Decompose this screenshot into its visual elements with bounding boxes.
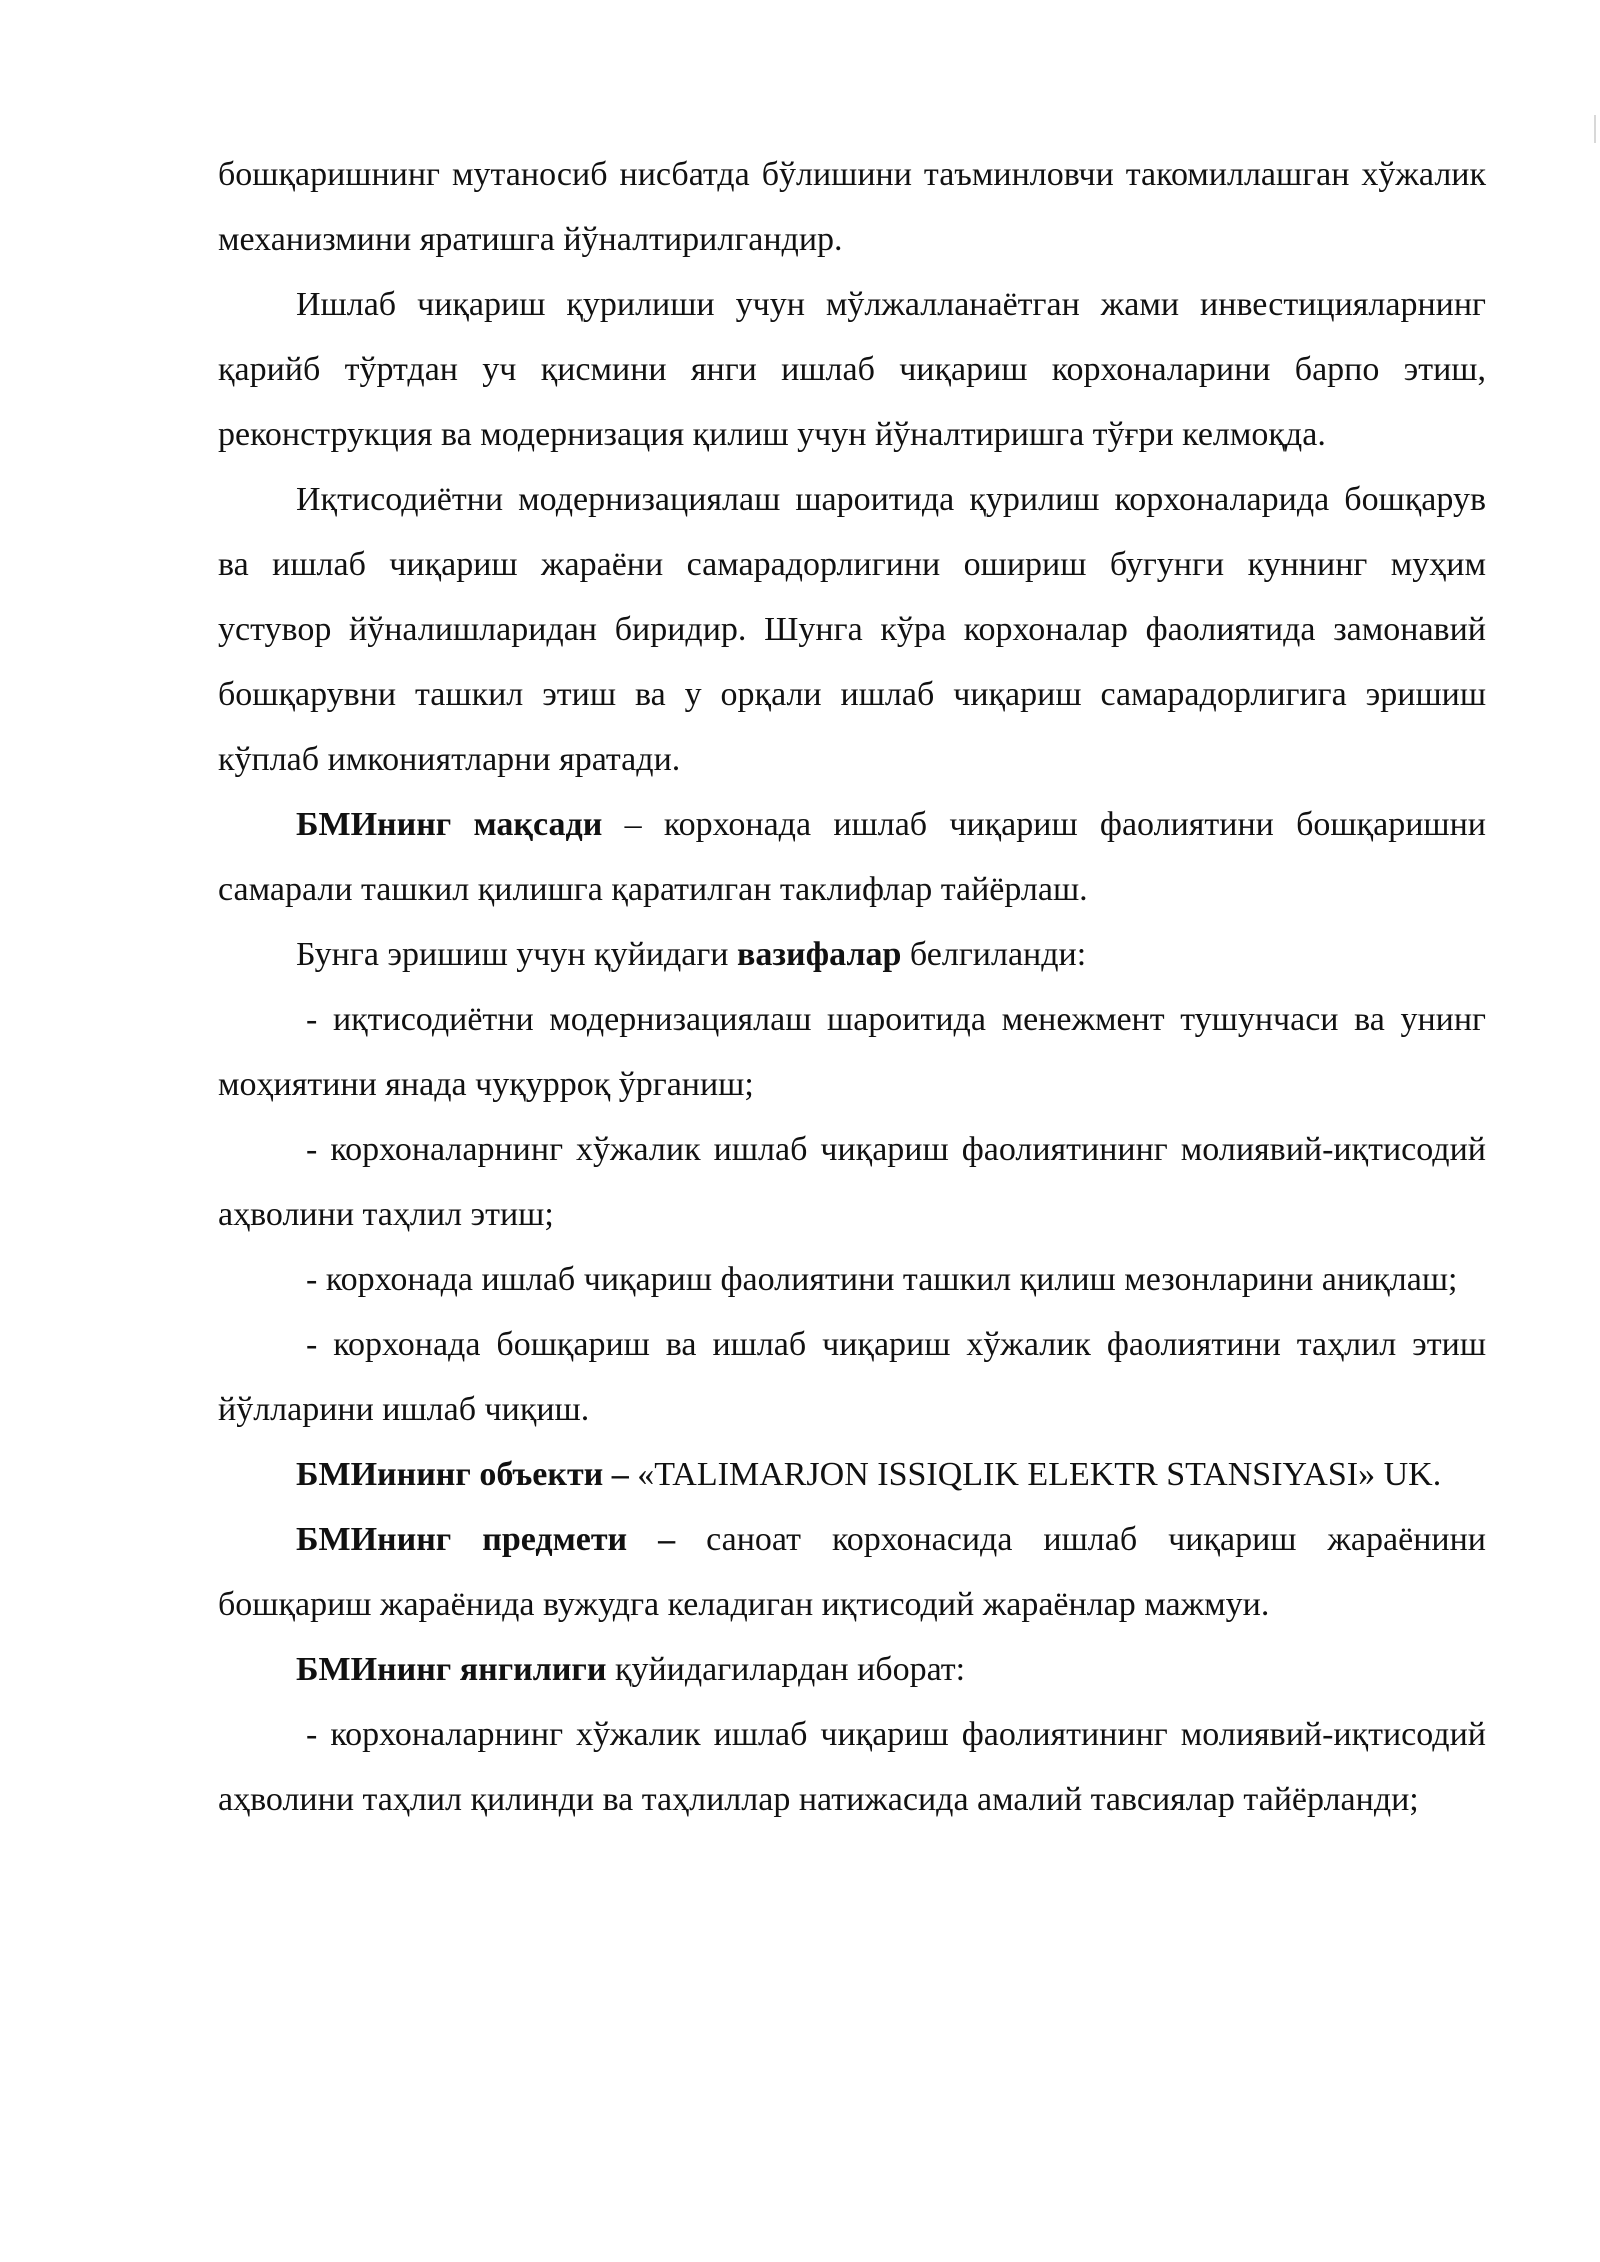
list-item	[218, 1117, 1486, 1247]
paragraph-modernization	[218, 467, 1486, 792]
page-edge-mark	[1594, 115, 1596, 143]
paragraph-object	[218, 1442, 1486, 1507]
goal-text: – корхонада ишлаб чиқариш фаолиятини бошқаришни самарали ташкил қилишга қаратилган таклифлар тайёрлаш.	[218, 806, 1486, 908]
novelty-label: БМИнинг янгилиги	[296, 1651, 607, 1688]
list-item	[218, 1702, 1486, 1832]
object-label: БМИининг объекти –	[296, 1456, 629, 1493]
list-item	[218, 1312, 1486, 1442]
list-item	[218, 987, 1486, 1117]
paragraph-text: бошқаришнинг мутаносиб нисбатда бўлишини таъминловчи такомиллашган хўжалик механизмини яратишга йўналтирилгандир.	[218, 156, 1486, 258]
list-item-text: - корхонада ишлаб чиқариш фаолиятини ташкил қилиш мезонларини аниқлаш;	[306, 1261, 1458, 1298]
paragraph-goal	[218, 792, 1486, 922]
paragraph-text: Иқтисодиётни модернизациялаш шароитида қурилиш корхоналарида бошқарув ва ишлаб чиқариш жараёни самарадорлигини ошириш бугунги куннинг муҳим устувор йўналишларидан биридир. Шунга кўра корхоналар фаолиятида замонавий бошқарувни ташкил этиш ва у орқали ишлаб чиқариш самарадорлигига эришиш кўплаб имкониятларни яратади.	[218, 481, 1486, 778]
subject-text: саноат корхонасида ишлаб чиқариш жараёнини бошқариш жараёнида вужудга келадиган иқтисодий жараёнлар мажмуи.	[218, 1521, 1486, 1623]
paragraph-tasks-intro	[218, 922, 1486, 987]
novelty-text: қуйидагилардан иборат:	[606, 1651, 966, 1688]
subject-label: БМИнинг предмети –	[296, 1521, 676, 1558]
paragraph-text: Ишлаб чиқариш қурилиши учун мўлжалланаётган жами инвестицияларнинг қарийб тўртдан уч қисмини янги ишлаб чиқариш корхоналарини барпо этиш, реконструкция ва модернизация қилиш учун йўналтиришга тўғри келмоқда.	[218, 286, 1486, 453]
tasks-intro-end: белгиланди:	[901, 936, 1087, 973]
document-body	[218, 142, 1486, 1832]
list-item-text: - иқтисодиётни модернизациялаш шароитида менежмент тушунчаси ва унинг моҳиятини янада чуқурроқ ўрганиш;	[218, 1001, 1486, 1103]
list-item-text: - корхоналарнинг хўжалик ишлаб чиқариш фаолиятининг молиявий-иқтисодий аҳволини таҳлил этиш;	[218, 1131, 1486, 1233]
list-item-text: - корхоналарнинг хўжалик ишлаб чиқариш фаолиятининг молиявий-иқтисодий аҳволини таҳлил қилинди ва таҳлиллар натижасида амалий тавсиялар тайёрланди;	[218, 1716, 1486, 1818]
paragraph-intro-continuation	[218, 142, 1486, 272]
tasks-label: вазифалар	[737, 936, 902, 973]
tasks-intro-start: Бунга эришиш учун қуйидаги	[296, 936, 737, 973]
paragraph-subject	[218, 1507, 1486, 1637]
list-item	[218, 1247, 1486, 1312]
paragraph-investments	[218, 272, 1486, 467]
list-item-text: - корхонада бошқариш ва ишлаб чиқариш хўжалик фаолиятини таҳлил этиш йўлларини ишлаб чиқиш.	[218, 1326, 1486, 1428]
object-text: «TALIMARJON ISSIQLIK ELEKTR STANSIYASI» UK.	[628, 1456, 1442, 1493]
paragraph-novelty	[218, 1637, 1486, 1702]
goal-label: БМИнинг мақсади	[296, 806, 603, 843]
